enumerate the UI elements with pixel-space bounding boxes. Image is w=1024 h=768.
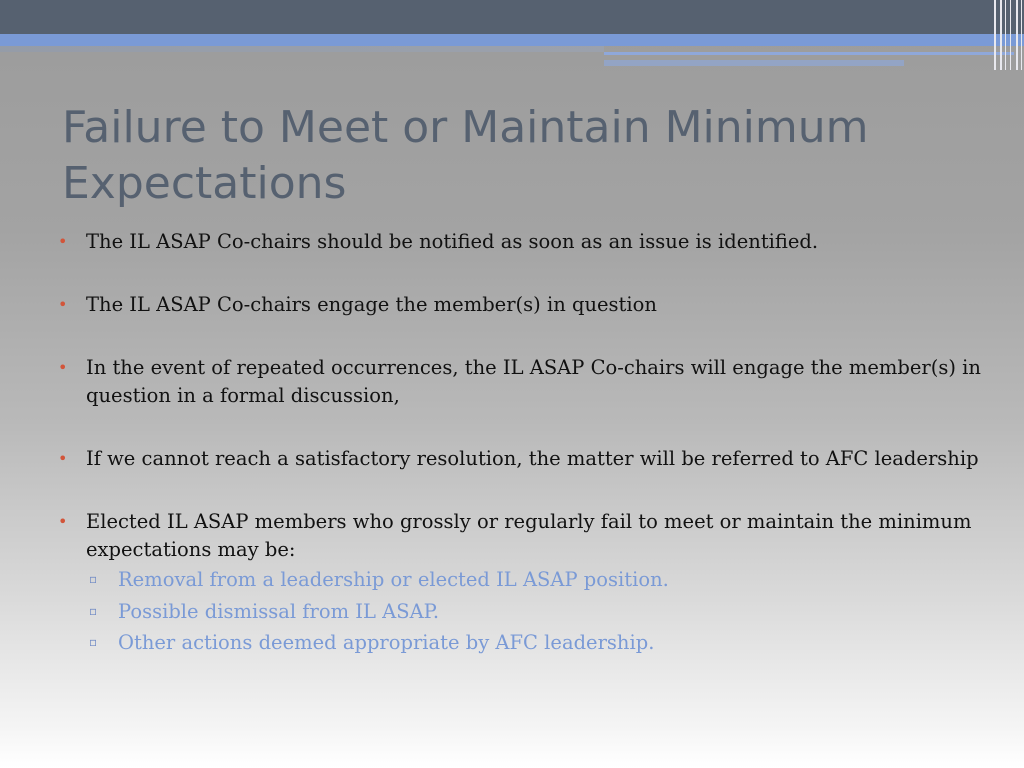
bullet-text: If we cannot reach a satisfactory resolution, the matter will be referred to AFC leadership [86,447,979,470]
thin-accent-line [604,52,1014,55]
sub-bullet-square-icon: ▫ [89,603,98,618]
blue-accent-stripe [0,34,1024,46]
bullet-text: The IL ASAP Co-chairs engage the member(s) in question [86,293,657,316]
bullet-item [58,354,998,410]
sub-bullet-text: Removal from a leadership or elected IL ASAP position. [118,568,669,591]
accent-fade-stripe [0,46,604,52]
top-accent-band [0,0,1024,34]
bullet-item [58,508,998,564]
bullet-dot-icon: • [58,449,68,468]
sub-bullet-item [58,596,998,628]
sub-bullet-square-icon: ▫ [89,572,98,586]
bullet-dot-icon: • [58,512,68,531]
sub-bullet-item [58,564,998,596]
bullet-text: In the event of repeated occurrences, the IL ASAP Co-chairs will engage the member(s) in question in a formal discussion, [86,356,981,407]
bullet-dot-icon: • [58,232,68,251]
slide-body [58,228,998,659]
bullet-text: The IL ASAP Co-chairs should be notified as soon as an issue is identified. [86,230,819,253]
bullet-item [58,445,998,473]
bullet-item [58,291,998,319]
sub-bullet-square-icon: ▫ [89,635,98,649]
thin-accent-line-2 [604,60,904,66]
bullet-item [58,228,998,256]
bullet-text: Elected IL ASAP members who grossly or regularly fail to meet or maintain the minimum expectations may be: [86,510,972,561]
slide-title: Failure to Meet or Maintain Minimum Expectations [62,102,869,209]
sub-bullet-text: Possible dismissal from IL ASAP. [118,599,440,623]
sub-bullet-item [58,627,998,659]
corner-decoration [990,0,1024,70]
bullet-dot-icon: • [58,295,68,314]
sub-bullet-text: Other actions deemed appropriate by AFC leadership. [118,631,655,654]
bullet-dot-icon: • [58,358,68,377]
